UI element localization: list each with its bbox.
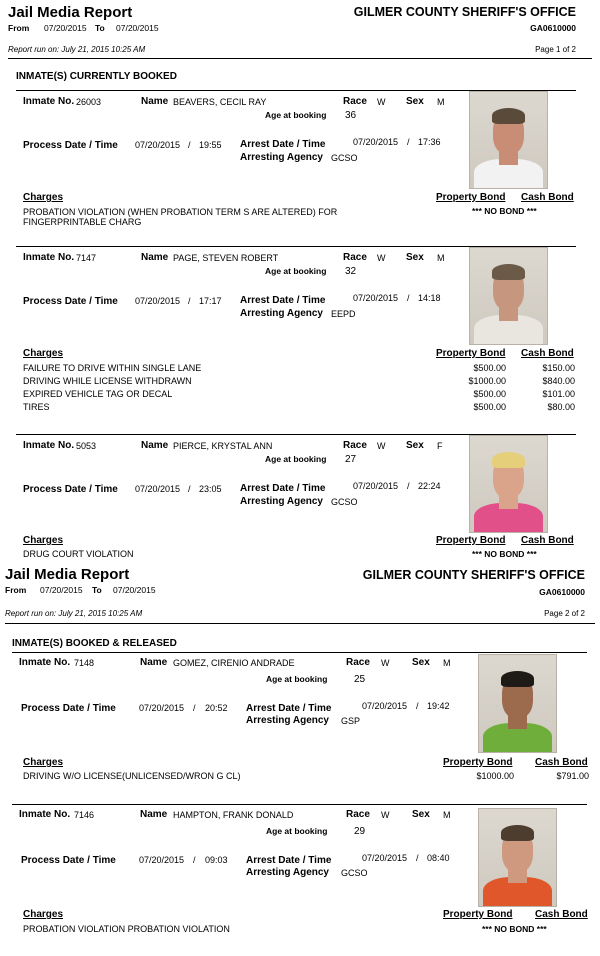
process-label: Process Date / Time <box>23 140 118 151</box>
charge-line: TIRES <box>23 402 50 412</box>
agency-label: Arresting Agency <box>240 152 323 163</box>
section-heading: INMATE(S) BOOKED & RELEASED <box>12 638 177 649</box>
property-bond-header: Property Bond <box>443 909 513 920</box>
from-label: From <box>8 23 30 33</box>
process-time: 17:17 <box>199 296 222 306</box>
to-date: 07/20/2015 <box>113 585 156 595</box>
charge-line: PROBATION VIOLATION PROBATION VIOLATION <box>23 924 230 934</box>
race-value: W <box>377 441 386 451</box>
report-run-on: Report run on: July 21, 2015 10:25 AM <box>8 45 146 54</box>
age-value: 27 <box>345 454 357 465</box>
arrest-label: Arrest Date / Time <box>246 703 332 714</box>
process-date: 07/20/2015 <box>135 140 181 150</box>
record-divider <box>12 652 587 653</box>
race-value: W <box>377 253 386 263</box>
age-value: 32 <box>345 266 357 277</box>
sex-value: M <box>443 810 451 820</box>
process-time: 19:55 <box>199 140 222 150</box>
sex-label: Sex <box>412 657 430 668</box>
sex-label: Sex <box>406 252 424 263</box>
property-bond-amount: $500.00 <box>473 389 506 399</box>
property-bond-header: Property Bond <box>436 192 506 203</box>
sex-value: M <box>443 658 451 668</box>
arrest-label: Arrest Date / Time <box>240 295 326 306</box>
cash-bond-header: Cash Bond <box>521 348 574 359</box>
report-title: Jail Media Report <box>5 566 130 583</box>
cash-bond-amount: $101.00 <box>542 389 575 399</box>
age-label: Age at booking <box>265 454 327 464</box>
inmate-name: GOMEZ, CIRENIO ANDRADE <box>173 658 295 668</box>
ori-code: GA0610000 <box>539 587 585 597</box>
cash-bond-header: Cash Bond <box>521 192 574 203</box>
age-value: 29 <box>354 826 366 837</box>
record-divider <box>12 804 587 805</box>
property-bond-amount: $500.00 <box>473 402 506 412</box>
agency-value: GCSO <box>331 497 358 507</box>
process-label: Process Date / Time <box>21 855 116 866</box>
arrest-date: 07/20/2015 <box>353 137 399 147</box>
arrest-time: 08:40 <box>427 853 450 863</box>
arrest-label: Arrest Date / Time <box>240 139 326 150</box>
agency-label: Arresting Agency <box>246 715 329 726</box>
divider <box>5 623 595 624</box>
age-value: 25 <box>354 674 366 685</box>
race-label: Race <box>346 657 370 668</box>
agency-value: GCSO <box>341 868 368 878</box>
process-date: 07/20/2015 <box>139 703 185 713</box>
to-label: To <box>92 585 102 595</box>
race-label: Race <box>343 440 367 451</box>
mugshot-photo <box>478 654 557 753</box>
report-title: Jail Media Report <box>8 4 133 21</box>
from-date: 07/20/2015 <box>40 585 83 595</box>
arrest-date: 07/20/2015 <box>362 853 408 863</box>
arrest-time: 19:42 <box>427 701 450 711</box>
sex-value: M <box>437 97 445 107</box>
arrest-label: Arrest Date / Time <box>240 483 326 494</box>
charges-header: Charges <box>23 535 64 546</box>
arrest-time: 22:24 <box>418 481 441 491</box>
name-label: Name <box>140 657 168 668</box>
inmate-name: PIERCE, KRYSTAL ANN <box>173 441 273 451</box>
cash-bond-amount: $840.00 <box>542 376 575 386</box>
inmate-no: 7146 <box>74 810 95 820</box>
inmate-name: BEAVERS, CECIL RAY <box>173 97 267 107</box>
to-date: 07/20/2015 <box>116 23 159 33</box>
process-label: Process Date / Time <box>21 703 116 714</box>
sex-label: Sex <box>406 96 424 107</box>
mugshot-photo <box>478 808 557 907</box>
agency-label: Arresting Agency <box>240 308 323 319</box>
cash-bond-header: Cash Bond <box>535 757 588 768</box>
inmate-no-label: Inmate No. <box>23 440 75 451</box>
property-bond-header: Property Bond <box>436 348 506 359</box>
agency-value: EEPD <box>331 309 356 319</box>
no-bond-note: *** NO BOND *** <box>482 924 547 934</box>
arrest-date: 07/20/2015 <box>353 293 399 303</box>
charge-line: DRUG COURT VIOLATION <box>23 549 134 559</box>
race-value: W <box>381 810 390 820</box>
arrest-date: 07/20/2015 <box>362 701 408 711</box>
office-name: GILMER COUNTY SHERIFF'S OFFICE <box>353 5 576 19</box>
name-label: Name <box>140 809 168 820</box>
sex-value: F <box>437 441 443 451</box>
hair-shape <box>492 264 526 279</box>
process-label: Process Date / Time <box>23 484 118 495</box>
inmate-no: 26003 <box>76 97 102 107</box>
from-date: 07/20/2015 <box>44 23 87 33</box>
name-label: Name <box>141 96 169 107</box>
charge-line: DRIVING W/O LICENSE(UNLICENSED/WRON G CL) <box>23 771 241 781</box>
ori-code: GA0610000 <box>530 23 576 33</box>
process-time: 23:05 <box>199 484 222 494</box>
age-value: 36 <box>345 110 357 121</box>
inmate-name: PAGE, STEVEN ROBERT <box>173 253 279 263</box>
charges-header: Charges <box>23 757 64 768</box>
property-bond-amount: $500.00 <box>473 363 506 373</box>
hair-shape <box>492 452 526 467</box>
mugshot-photo <box>469 247 548 345</box>
inmate-no-label: Inmate No. <box>23 96 75 107</box>
race-value: W <box>381 658 390 668</box>
cash-bond-amount: $791.00 <box>556 771 589 781</box>
page-number: Page 2 of 2 <box>544 609 585 618</box>
page-number: Page 1 of 2 <box>535 45 576 54</box>
report-run-on: Report run on: July 21, 2015 10:25 AM <box>5 609 143 618</box>
race-label: Race <box>343 96 367 107</box>
mugshot-photo <box>469 435 548 533</box>
sex-label: Sex <box>406 440 424 451</box>
name-label: Name <box>141 252 169 263</box>
charge-line: FAILURE TO DRIVE WITHIN SINGLE LANE <box>23 363 202 373</box>
inmate-no-label: Inmate No. <box>23 252 75 263</box>
agency-value: GSP <box>341 716 361 726</box>
hair-shape <box>492 108 526 123</box>
charge-line: FINGERPRINTABLE CHARG <box>23 217 142 227</box>
inmate-name: HAMPTON, FRANK DONALD <box>173 810 294 820</box>
process-time: 20:52 <box>205 703 228 713</box>
age-label: Age at booking <box>266 674 328 684</box>
arrest-label: Arrest Date / Time <box>246 855 332 866</box>
arrest-date: 07/20/2015 <box>353 481 399 491</box>
charge-line: DRIVING WHILE LICENSE WITHDRAWN <box>23 376 192 386</box>
charge-line: PROBATION VIOLATION (WHEN PROBATION TERM S ARE ALTERED) FOR <box>23 207 338 217</box>
agency-label: Arresting Agency <box>246 867 329 878</box>
property-bond-header: Property Bond <box>443 757 513 768</box>
name-label: Name <box>141 440 169 451</box>
process-date: 07/20/2015 <box>139 855 185 865</box>
charges-header: Charges <box>23 348 64 359</box>
race-label: Race <box>343 252 367 263</box>
charges-header: Charges <box>23 909 64 920</box>
arrest-time: 17:36 <box>418 137 441 147</box>
cash-bond-header: Cash Bond <box>521 535 574 546</box>
process-date: 07/20/2015 <box>135 296 181 306</box>
office-name: GILMER COUNTY SHERIFF'S OFFICE <box>362 568 585 582</box>
inmate-no: 7148 <box>74 658 95 668</box>
process-date: 07/20/2015 <box>135 484 181 494</box>
cash-bond-header: Cash Bond <box>535 909 588 920</box>
property-bond-amount: $1000.00 <box>468 376 506 386</box>
process-label: Process Date / Time <box>23 296 118 307</box>
from-label: From <box>5 585 27 595</box>
process-time: 09:03 <box>205 855 228 865</box>
arrest-time: 14:18 <box>418 293 441 303</box>
agency-value: GCSO <box>331 153 358 163</box>
to-label: To <box>95 23 105 33</box>
cash-bond-amount: $150.00 <box>542 363 575 373</box>
sex-value: M <box>437 253 445 263</box>
inmate-no-label: Inmate No. <box>19 657 71 668</box>
mugshot-photo <box>469 91 548 189</box>
age-label: Age at booking <box>265 110 327 120</box>
inmate-no: 5053 <box>76 441 97 451</box>
age-label: Age at booking <box>266 826 328 836</box>
property-bond-header: Property Bond <box>436 535 506 546</box>
hair-shape <box>501 671 535 687</box>
divider <box>8 58 592 59</box>
charges-header: Charges <box>23 192 64 203</box>
cash-bond-amount: $80.00 <box>547 402 575 412</box>
race-label: Race <box>346 809 370 820</box>
inmate-no-label: Inmate No. <box>19 809 71 820</box>
charge-line: EXPIRED VEHICLE TAG OR DECAL <box>23 389 173 399</box>
age-label: Age at booking <box>265 266 327 276</box>
no-bond-note: *** NO BOND *** <box>472 549 537 559</box>
no-bond-note: *** NO BOND *** <box>472 206 537 216</box>
section-heading: INMATE(S) CURRENTLY BOOKED <box>16 71 177 82</box>
sex-label: Sex <box>412 809 430 820</box>
hair-shape <box>501 825 535 841</box>
property-bond-amount: $1000.00 <box>476 771 514 781</box>
agency-label: Arresting Agency <box>240 496 323 507</box>
inmate-no: 7147 <box>76 253 97 263</box>
race-value: W <box>377 97 386 107</box>
